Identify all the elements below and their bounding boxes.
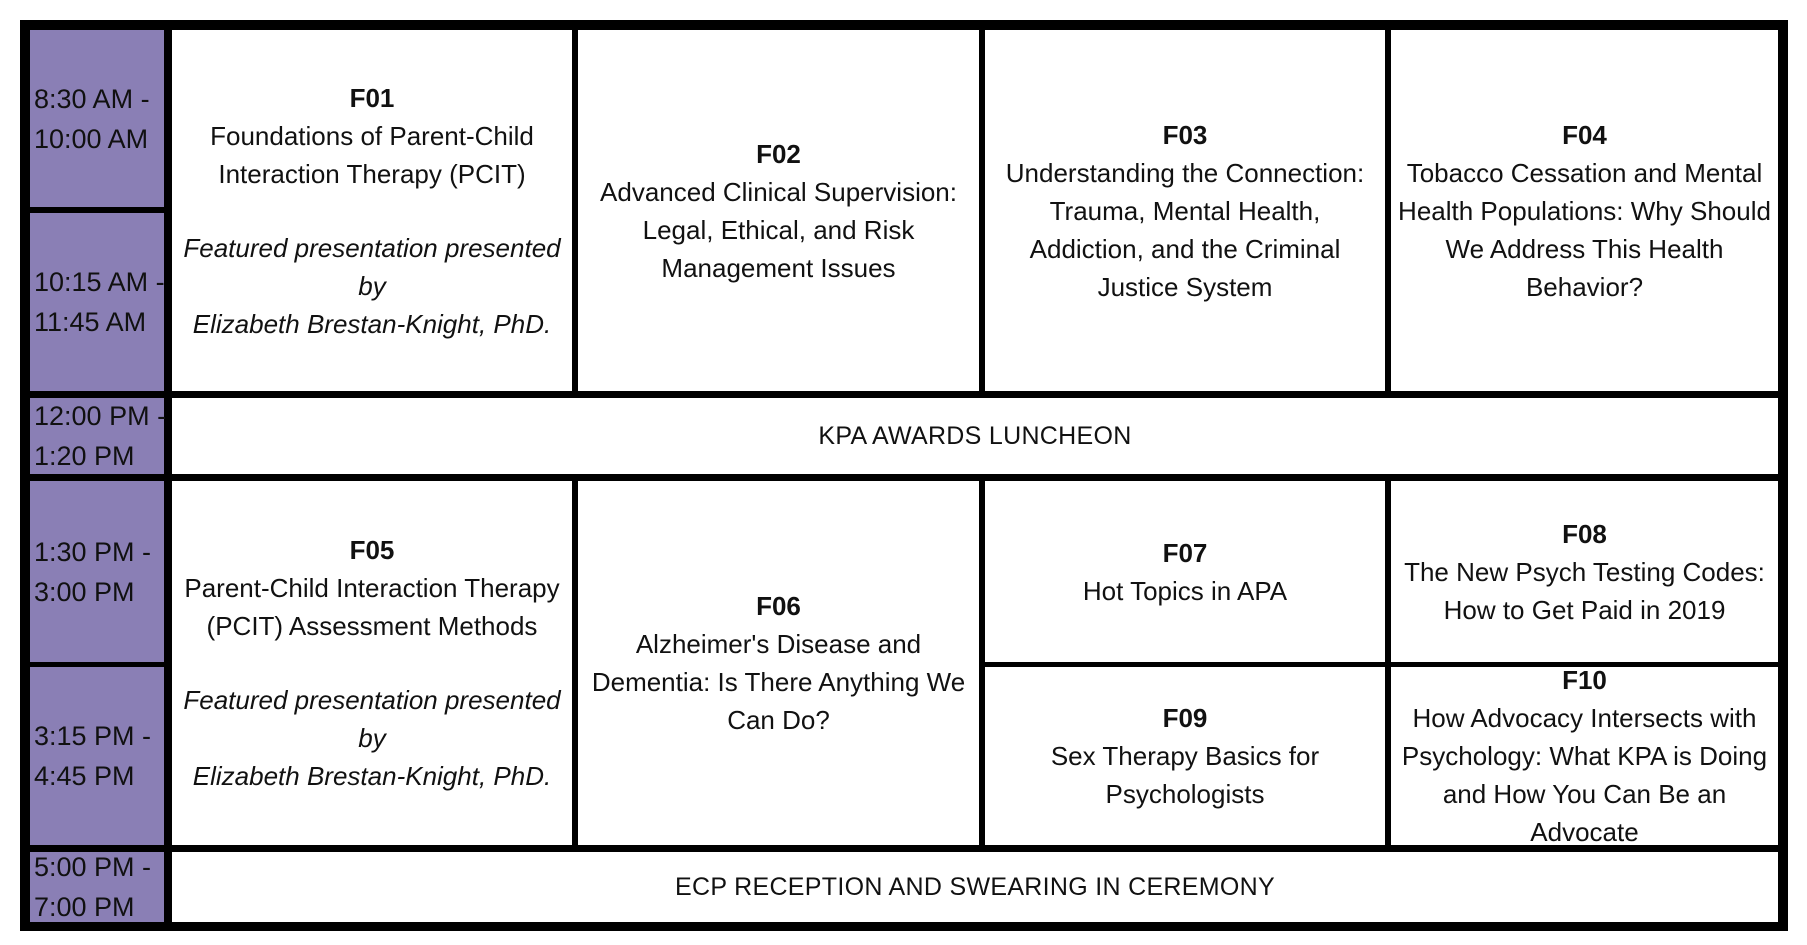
event-reception <box>172 852 1778 922</box>
session-title-line: Sex Therapy Basics for <box>1050 741 1320 771</box>
time-end: 4:45 PM <box>34 761 135 791</box>
session-title-line: Behavior? <box>1525 271 1644 302</box>
featured-note: by <box>358 723 386 753</box>
session-code: F08 <box>1562 518 1607 549</box>
session-title-line: Foundations of Parent-Child <box>210 120 534 151</box>
session-title-line: Alzheimer's Disease and <box>635 629 922 659</box>
time-end: 3:00 PM <box>34 576 135 607</box>
time-end: 10:00 AM <box>34 123 149 154</box>
session-f01 <box>172 30 572 391</box>
session-title-line: (PCIT) Assessment Methods <box>206 611 538 641</box>
time-slot-5 <box>30 667 164 845</box>
session-title-line: The New Psych Testing Codes: <box>1404 556 1765 587</box>
session-f02 <box>578 30 979 391</box>
session-code: F06 <box>756 591 801 621</box>
presenter-name: Elizabeth Brestan-Knight, PhD. <box>192 761 552 791</box>
session-title-line: Advocate <box>1530 817 1639 847</box>
session-title-line: and How You Can Be an <box>1442 779 1727 809</box>
time-slot-4 <box>30 481 164 662</box>
session-f04 <box>1391 30 1778 391</box>
session-title-line: Trauma, Mental Health, <box>1049 195 1321 226</box>
session-code: F05 <box>349 535 395 565</box>
session-f09 <box>985 667 1385 845</box>
time-start: 1:30 PM - <box>34 536 152 567</box>
session-f03 <box>985 30 1385 391</box>
session-title-line: Can Do? <box>727 705 830 735</box>
session-title-line: Interaction Therapy (PCIT) <box>218 158 526 189</box>
session-title-line: Tobacco Cessation and Mental <box>1406 157 1763 188</box>
session-title-line: Understanding the Connection: <box>1005 157 1365 188</box>
session-title-line: Justice System <box>1097 271 1273 302</box>
featured-note: Featured presentation presented <box>183 232 561 263</box>
time-slot-6 <box>30 852 164 922</box>
presenter-name: Elizabeth Brestan-Knight, PhD. <box>192 308 552 339</box>
session-title-line: Parent-Child Interaction Therapy <box>184 573 560 603</box>
session-code: F02 <box>756 138 801 169</box>
time-start: 8:30 AM - <box>34 83 150 114</box>
session-title-line: Addiction, and the Criminal <box>1029 233 1341 264</box>
session-title-line: How to Get Paid in 2019 <box>1443 594 1726 625</box>
featured-note: by <box>358 270 386 301</box>
session-title-line: Advanced Clinical Supervision: <box>600 176 957 207</box>
session-code: F09 <box>1162 703 1208 733</box>
session-title-line: Management Issues <box>661 252 896 283</box>
time-slot-1 <box>30 30 164 207</box>
session-code: F01 <box>349 82 395 113</box>
session-title-line: Hot Topics in APA <box>1082 575 1288 606</box>
time-start: 10:15 AM - <box>34 267 165 297</box>
time-start: 12:00 PM - <box>34 401 167 431</box>
session-code: F10 <box>1562 665 1607 695</box>
session-code: F07 <box>1162 537 1208 568</box>
session-title-line: Psychologists <box>1105 779 1265 809</box>
session-title-line: How Advocacy Intersects with <box>1412 703 1757 733</box>
event-label: ECP RECEPTION AND SWEARING IN CEREMONY <box>675 873 1275 901</box>
time-end: 11:45 AM <box>34 307 147 337</box>
time-end: 7:00 PM <box>34 892 135 922</box>
session-f05 <box>172 481 572 845</box>
session-f07 <box>985 481 1385 662</box>
time-slot-2 <box>30 213 164 391</box>
session-title-line: Legal, Ethical, and Risk <box>642 214 915 245</box>
session-title-line: We Address This Health <box>1445 233 1724 264</box>
session-code: F04 <box>1562 119 1607 150</box>
session-title-line: Psychology: What KPA is Doing <box>1401 741 1768 771</box>
time-slot-3 <box>30 398 167 474</box>
time-end: 1:20 PM <box>34 441 135 471</box>
session-title-line: Dementia: Is There Anything We <box>591 667 966 697</box>
time-start: 5:00 PM - <box>34 852 152 882</box>
session-f06 <box>578 481 979 845</box>
featured-note: Featured presentation presented <box>183 685 561 715</box>
session-title-line: Health Populations: Why Should <box>1398 195 1771 226</box>
session-f10 <box>1391 667 1778 845</box>
session-f08 <box>1391 481 1778 662</box>
time-start: 3:15 PM - <box>34 721 152 751</box>
session-code: F03 <box>1162 119 1208 150</box>
event-label: KPA AWARDS LUNCHEON <box>818 422 1132 450</box>
event-luncheon <box>172 398 1778 474</box>
